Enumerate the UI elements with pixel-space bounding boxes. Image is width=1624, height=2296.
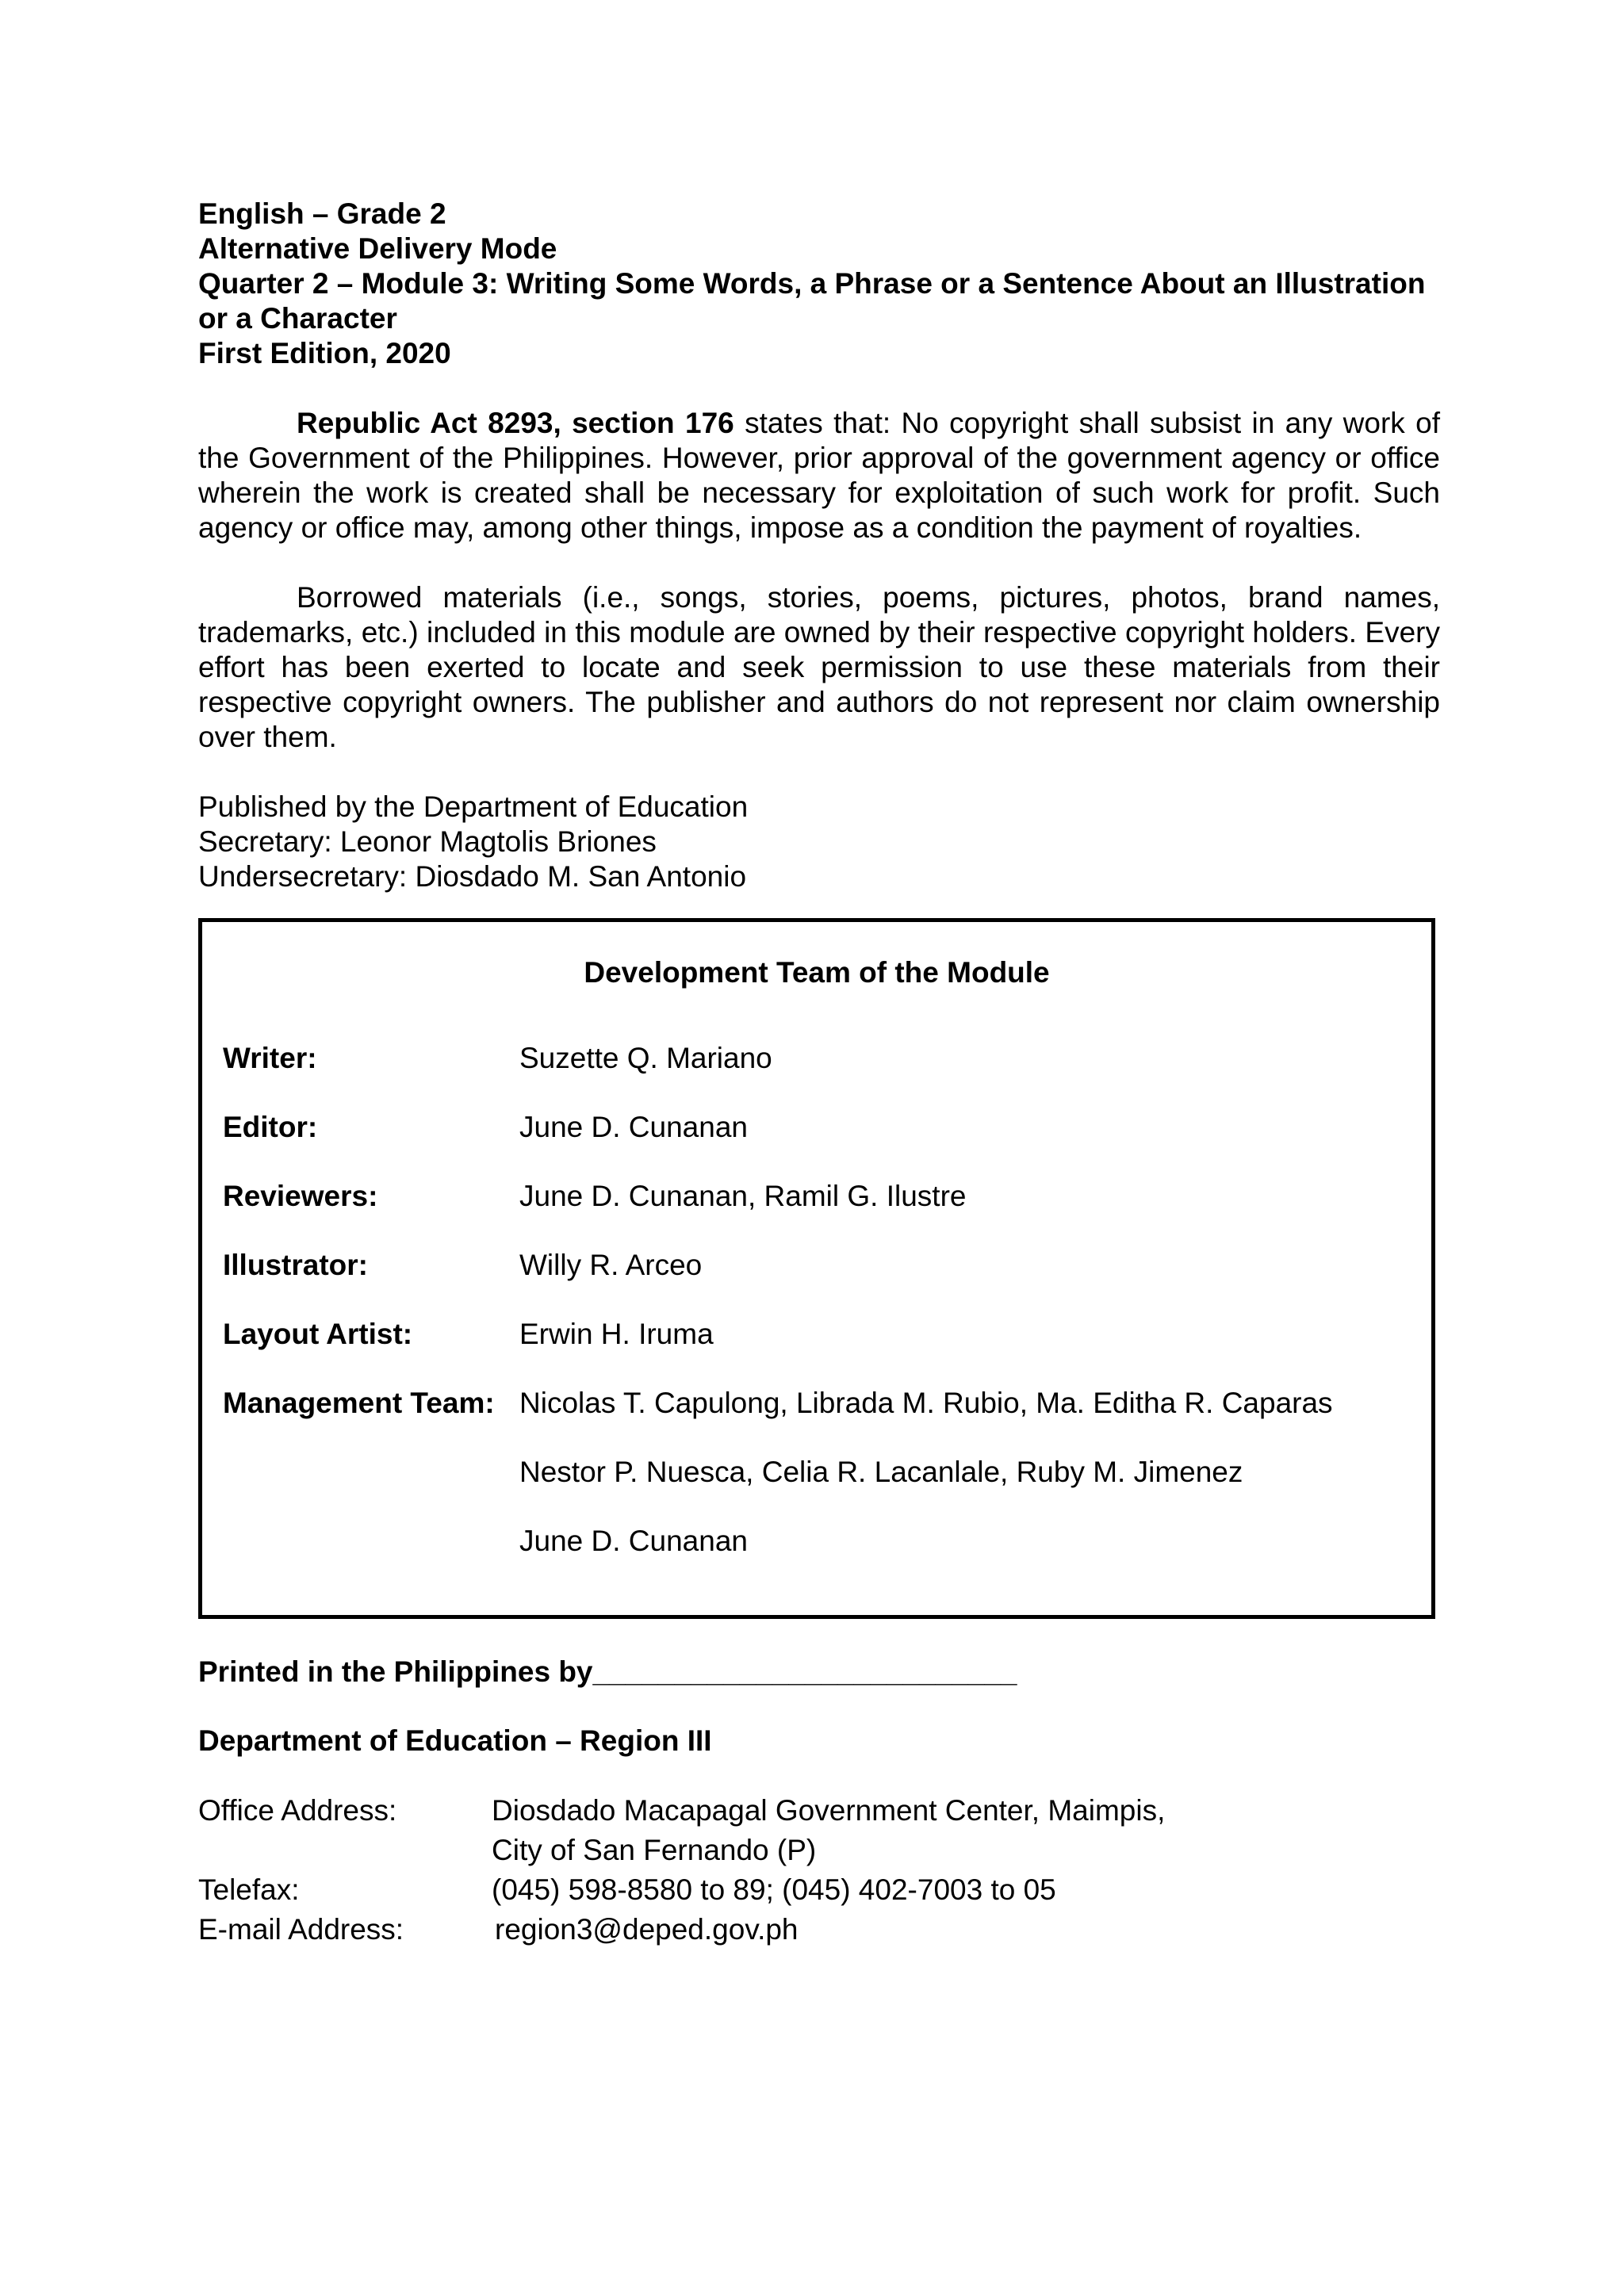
team-role: Reviewers: bbox=[223, 1180, 378, 1212]
team-role: Editor: bbox=[223, 1111, 318, 1143]
office-address-line2: City of San Fernando (P) bbox=[492, 1834, 817, 1866]
copyright-page bbox=[198, 197, 1440, 894]
email-value[interactable]: region3@deped.gov.ph bbox=[495, 1913, 799, 1946]
undersecretary: Undersecretary: Diosdado M. San Antonio bbox=[198, 860, 747, 893]
telefax-row bbox=[198, 1873, 1440, 1912]
team-role: Illustrator: bbox=[223, 1249, 368, 1281]
office-address-row-continued bbox=[198, 1833, 1440, 1873]
team-role: Writer: bbox=[223, 1042, 317, 1074]
development-team-box bbox=[198, 918, 1435, 1619]
email-row bbox=[198, 1912, 1440, 1952]
telefax-label: Telefax: bbox=[198, 1873, 300, 1906]
telefax-value: (045) 598-8580 to 89; (045) 402-7003 to 05 bbox=[492, 1873, 1056, 1906]
team-names: Suzette Q. Mariano bbox=[519, 1042, 772, 1074]
secretary: Secretary: Leonor Magtolis Briones bbox=[198, 825, 657, 858]
published-by: Published by the Department of Education bbox=[198, 790, 749, 823]
publication-info bbox=[198, 790, 1440, 894]
team-names: June D. Cunanan, Ramil G. Ilustre bbox=[519, 1180, 967, 1212]
team-names: Willy R. Arceo bbox=[519, 1249, 703, 1281]
office-address-line1: Diosdado Macapagal Government Center, Maimpis, bbox=[492, 1794, 1166, 1827]
office-address-label: Office Address: bbox=[198, 1794, 397, 1827]
team-names: Nestor P. Nuesca, Celia R. Lacanlale, Ruby M. Jimenez bbox=[519, 1456, 1243, 1488]
copyright-law-reference: Republic Act 8293, section 176 bbox=[297, 407, 734, 439]
copyright-text: states that: No copyright shall subsist in any work of the Government of the Philippines. However, prior approval of the government agency or office wherein the work is created shall be necessary for exploitation of such work for profit. Such agency or office may, among other things, impose as a condition the payment of royalties. bbox=[198, 407, 1440, 544]
edition: First Edition, 2020 bbox=[198, 337, 451, 369]
team-names: Nicolas T. Capulong, Librada M. Rubio, Ma. Editha R. Caparas bbox=[519, 1387, 1333, 1419]
email-label: E-mail Address: bbox=[198, 1913, 404, 1946]
team-role: Layout Artist: bbox=[223, 1318, 413, 1350]
module-title-continued: or a Character bbox=[198, 302, 397, 335]
region-office bbox=[198, 1724, 1440, 1758]
printed-by bbox=[198, 1655, 1440, 1689]
team-names: Erwin H. Iruma bbox=[519, 1318, 714, 1350]
office-address-row bbox=[198, 1793, 1440, 1833]
subject-grade: English – Grade 2 bbox=[198, 197, 446, 230]
team-names: June D. Cunanan bbox=[519, 1111, 748, 1143]
module-title: Quarter 2 – Module 3: Writing Some Words, a Phrase or a Sentence About an Illustration bbox=[198, 267, 1426, 300]
team-title: Development Team of the Module bbox=[584, 956, 1050, 989]
borrowed-materials-paragraph: Borrowed materials (i.e., songs, stories, poems, pictures, photos, brand names, trademarks, etc.) included in this module are owned by their respective copyright holders. Every effort has been exerted to locate and seek permission to use these materials from their respective copyright owners. The publisher and authors do not represent nor claim ownership over them. bbox=[198, 581, 1440, 753]
team-names: June D. Cunanan bbox=[519, 1525, 748, 1557]
delivery-mode: Alternative Delivery Mode bbox=[198, 232, 557, 265]
contact-info bbox=[198, 1793, 1440, 1952]
region-name: Department of Education – Region III bbox=[198, 1724, 712, 1757]
team-role: Management Team: bbox=[223, 1387, 495, 1419]
copyright-paragraph bbox=[198, 406, 1440, 545]
module-header bbox=[198, 197, 1440, 371]
printed-by-line: Printed in the Philippines by__________________________ bbox=[198, 1655, 1017, 1688]
